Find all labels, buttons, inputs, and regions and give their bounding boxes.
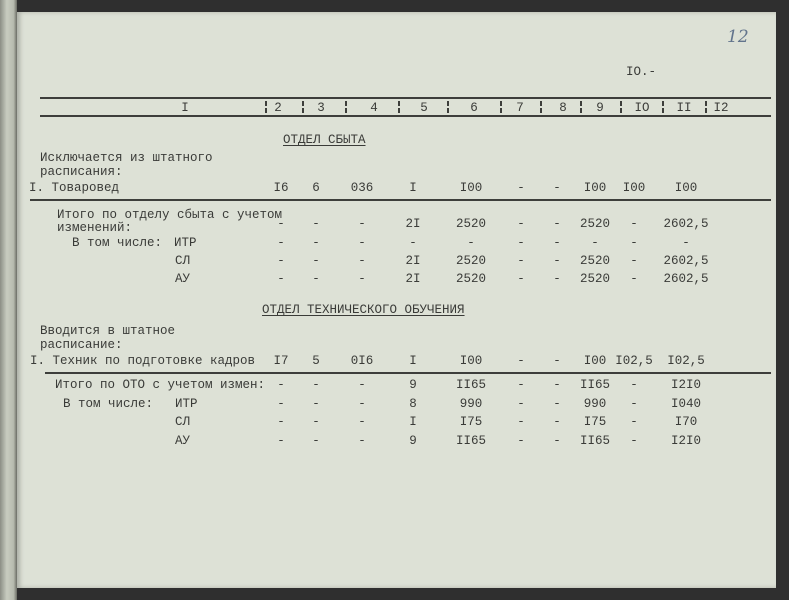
cell-col-4: - bbox=[358, 217, 366, 231]
cell-col-11: 2602,5 bbox=[663, 254, 709, 268]
cell-col-10: - bbox=[630, 434, 638, 448]
category-label: ИТР bbox=[175, 397, 198, 411]
column-header: 4 bbox=[370, 101, 378, 115]
cell-col-8: - bbox=[553, 415, 561, 429]
cell-col-11: 2602,5 bbox=[663, 272, 709, 286]
cell-col-10: - bbox=[630, 217, 638, 231]
category-label: СЛ bbox=[175, 254, 191, 268]
cell-col-9: - bbox=[591, 236, 599, 250]
column-header: 7 bbox=[516, 101, 524, 115]
column-separator bbox=[620, 101, 622, 114]
cell-col-7: - bbox=[517, 434, 525, 448]
category-label: ИТР bbox=[174, 236, 197, 250]
cell-col-10: - bbox=[630, 378, 638, 392]
header-bottom-rule bbox=[40, 115, 771, 117]
cell-col-4: - bbox=[358, 254, 366, 268]
cell-col-10: - bbox=[630, 272, 638, 286]
section-intro: расписания: bbox=[40, 165, 123, 179]
column-header: IO bbox=[634, 101, 650, 115]
cell-col-2: I6 bbox=[273, 181, 289, 195]
breakdown-row bbox=[0, 235, 789, 251]
cell-col-11: I2I0 bbox=[670, 378, 702, 392]
cell-col-8: - bbox=[553, 236, 561, 250]
breakdown-row bbox=[0, 271, 789, 287]
cell-col-6: I75 bbox=[459, 415, 483, 429]
cell-col-5: I bbox=[409, 181, 417, 195]
binding-edge bbox=[0, 0, 17, 600]
cell-col-6: 2520 bbox=[455, 272, 487, 286]
column-header: I2 bbox=[713, 101, 729, 115]
cell-col-9: 2520 bbox=[579, 254, 611, 268]
cell-col-7: - bbox=[517, 254, 525, 268]
cell-col-3: 5 bbox=[312, 354, 320, 368]
column-header: 6 bbox=[470, 101, 478, 115]
cell-col-2: - bbox=[277, 217, 285, 231]
column-separator bbox=[705, 101, 707, 114]
cell-col-2: - bbox=[277, 236, 285, 250]
column-separator bbox=[398, 101, 400, 114]
cell-col-7: - bbox=[517, 272, 525, 286]
cell-col-9: 2520 bbox=[579, 217, 611, 231]
cell-col-3: - bbox=[312, 217, 320, 231]
column-header: II bbox=[676, 101, 692, 115]
section-title: ОТДЕЛ СБЫТА bbox=[283, 133, 366, 147]
cell-col-7: - bbox=[517, 181, 525, 195]
handwritten-page-number: 12 bbox=[727, 27, 749, 47]
cell-col-2: - bbox=[277, 378, 285, 392]
position-label: I. Товаровед bbox=[29, 181, 120, 195]
total-label: Итого по отделу сбыта с учетом bbox=[57, 208, 283, 222]
cell-col-4: - bbox=[358, 272, 366, 286]
cell-col-2: - bbox=[277, 254, 285, 268]
cell-col-8: - bbox=[553, 217, 561, 231]
cell-col-3: - bbox=[312, 397, 320, 411]
column-separator bbox=[662, 101, 664, 114]
cell-col-9: I75 bbox=[583, 415, 607, 429]
cell-col-10: - bbox=[630, 397, 638, 411]
cell-col-5: 9 bbox=[409, 378, 417, 392]
cell-col-9: II65 bbox=[579, 434, 611, 448]
cell-col-10: - bbox=[630, 236, 638, 250]
column-header: 3 bbox=[317, 101, 325, 115]
position-row bbox=[0, 180, 789, 196]
total-row bbox=[0, 216, 789, 232]
cell-col-8: - bbox=[553, 272, 561, 286]
cell-col-2: - bbox=[277, 434, 285, 448]
cell-col-2: I7 bbox=[273, 354, 289, 368]
category-label: АУ bbox=[175, 272, 191, 286]
column-header: 8 bbox=[559, 101, 567, 115]
cell-col-5: 2I bbox=[405, 217, 421, 231]
cell-col-6: II65 bbox=[455, 378, 487, 392]
cell-col-6: 2520 bbox=[455, 217, 487, 231]
column-header: 5 bbox=[420, 101, 428, 115]
category-label: АУ bbox=[175, 434, 191, 448]
column-separator bbox=[580, 101, 582, 114]
cell-col-4: - bbox=[358, 378, 366, 392]
cell-col-3: - bbox=[312, 272, 320, 286]
cell-col-4: 0I6 bbox=[350, 354, 374, 368]
cell-col-11: I02,5 bbox=[667, 354, 705, 368]
cell-col-5: 2I bbox=[405, 254, 421, 268]
cell-col-2: - bbox=[277, 272, 285, 286]
breakdown-row bbox=[0, 396, 789, 412]
cell-col-9: 2520 bbox=[579, 272, 611, 286]
cell-col-10: I00 bbox=[622, 181, 646, 195]
cell-col-7: - bbox=[517, 378, 525, 392]
cell-col-7: - bbox=[517, 397, 525, 411]
cell-col-8: - bbox=[553, 181, 561, 195]
cell-col-7: - bbox=[517, 217, 525, 231]
cell-col-8: - bbox=[553, 354, 561, 368]
cell-col-10: - bbox=[630, 415, 638, 429]
cell-col-5: 2I bbox=[405, 272, 421, 286]
cell-col-3: - bbox=[312, 236, 320, 250]
section-intro: Исключается из штатного bbox=[40, 151, 213, 165]
column-separator bbox=[500, 101, 502, 114]
cell-col-8: - bbox=[553, 378, 561, 392]
cell-col-9: II65 bbox=[579, 378, 611, 392]
total-label: изменений: bbox=[57, 221, 133, 235]
section-intro: расписание: bbox=[40, 338, 123, 352]
cell-col-4: - bbox=[358, 434, 366, 448]
cell-col-11: I70 bbox=[674, 415, 698, 429]
cell-col-11: I00 bbox=[674, 181, 698, 195]
breakdown-label: В том числе: bbox=[63, 397, 154, 411]
cell-col-4: 036 bbox=[350, 181, 374, 195]
cell-col-11: 2602,5 bbox=[663, 217, 709, 231]
cell-col-7: - bbox=[517, 236, 525, 250]
cell-col-6: II65 bbox=[455, 434, 487, 448]
position-label: I. Техник по подготовке кадров bbox=[30, 354, 256, 368]
column-separator bbox=[302, 101, 304, 114]
cell-col-11: I2I0 bbox=[670, 434, 702, 448]
column-header: I bbox=[181, 101, 189, 115]
cell-col-5: I bbox=[409, 415, 417, 429]
column-header: 2 bbox=[274, 101, 282, 115]
cell-col-4: - bbox=[358, 397, 366, 411]
cell-col-5: 8 bbox=[409, 397, 417, 411]
column-separator bbox=[447, 101, 449, 114]
section-title: ОТДЕЛ ТЕХНИЧЕСКОГО ОБУЧЕНИЯ bbox=[262, 303, 465, 317]
breakdown-row bbox=[0, 433, 789, 449]
breakdown-label: В том числе: bbox=[72, 236, 163, 250]
row-divider bbox=[45, 372, 771, 374]
column-separator bbox=[345, 101, 347, 114]
cell-col-8: - bbox=[553, 254, 561, 268]
column-separator bbox=[540, 101, 542, 114]
cell-col-7: - bbox=[517, 354, 525, 368]
cell-col-6: I00 bbox=[459, 181, 483, 195]
cell-col-6: 990 bbox=[459, 397, 483, 411]
cell-col-5: 9 bbox=[409, 434, 417, 448]
cell-col-8: - bbox=[553, 434, 561, 448]
cell-col-11: - bbox=[682, 236, 690, 250]
cell-col-9: I00 bbox=[583, 354, 607, 368]
cell-col-3: - bbox=[312, 415, 320, 429]
cell-col-5: I bbox=[409, 354, 417, 368]
cell-col-11: I040 bbox=[670, 397, 702, 411]
cell-col-7: - bbox=[517, 415, 525, 429]
cell-col-4: - bbox=[358, 415, 366, 429]
position-row bbox=[0, 353, 789, 369]
cell-col-3: 6 bbox=[312, 181, 320, 195]
column-separator bbox=[265, 101, 267, 114]
total-row bbox=[0, 377, 789, 393]
cell-col-2: - bbox=[277, 397, 285, 411]
category-label: СЛ bbox=[175, 415, 191, 429]
cell-col-9: I00 bbox=[583, 181, 607, 195]
row-divider bbox=[30, 199, 771, 201]
cell-col-3: - bbox=[312, 434, 320, 448]
cell-col-2: - bbox=[277, 415, 285, 429]
page-marker: IO.- bbox=[626, 65, 657, 79]
breakdown-row bbox=[0, 253, 789, 269]
total-label: Итого по ОТО с учетом измен: bbox=[55, 378, 266, 392]
cell-col-6: - bbox=[467, 236, 475, 250]
cell-col-6: 2520 bbox=[455, 254, 487, 268]
cell-col-4: - bbox=[358, 236, 366, 250]
section-intro: Вводится в штатное bbox=[40, 324, 176, 338]
cell-col-10: - bbox=[630, 254, 638, 268]
cell-col-8: - bbox=[553, 397, 561, 411]
cell-col-5: - bbox=[409, 236, 417, 250]
breakdown-row bbox=[0, 414, 789, 430]
cell-col-3: - bbox=[312, 254, 320, 268]
header-top-rule bbox=[40, 97, 771, 99]
cell-col-6: I00 bbox=[459, 354, 483, 368]
column-header: 9 bbox=[596, 101, 604, 115]
cell-col-3: - bbox=[312, 378, 320, 392]
cell-col-10: I02,5 bbox=[615, 354, 653, 368]
cell-col-9: 990 bbox=[583, 397, 607, 411]
